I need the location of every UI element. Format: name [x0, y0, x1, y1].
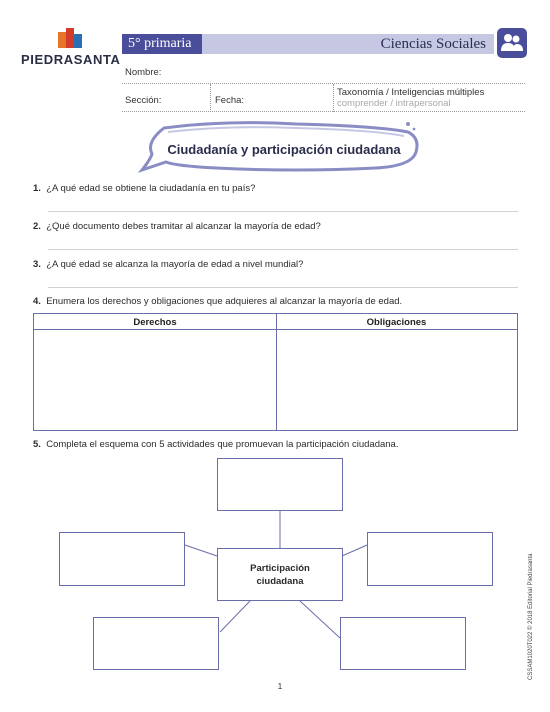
question-text: Enumera los derechos y obligaciones que adquieres al alcanzar la mayoría de edad.	[46, 296, 403, 307]
copyright-note: CSSAM1020T022 © 2018 Editorial Piedrasanta	[528, 553, 534, 680]
activity-box-right[interactable]	[367, 532, 493, 586]
center-label-line-2: ciudadana	[256, 576, 304, 587]
section-label: Sección:	[125, 95, 162, 106]
grade-label: 5° primaria	[122, 34, 202, 54]
question-text: Completa el esquema con 5 actividades que promuevan la participación ciudadana.	[46, 439, 399, 450]
center-label-line-1: Participación	[250, 563, 310, 574]
activity-box-top[interactable]	[217, 458, 343, 511]
brand-name: PIEDRASANTA	[21, 52, 121, 67]
activity-box-bottom-right[interactable]	[340, 617, 466, 670]
activity-box-bottom-left[interactable]	[93, 617, 219, 670]
page-number: 1	[277, 682, 283, 691]
question-number: 4.	[33, 296, 41, 307]
question-number: 2.	[33, 221, 41, 232]
table-header-obligations: Obligaciones	[366, 317, 427, 328]
question-text: ¿Qué documento debes tramitar al alcanzar la mayoría de edad?	[46, 221, 321, 232]
page-title: Ciudadanía y participación ciudadana	[167, 142, 401, 157]
question-text: ¿A qué edad se obtiene la ciudadanía en tu país?	[46, 183, 256, 194]
question-number: 3.	[33, 259, 41, 270]
question-text: ¿A qué edad se alcanza la mayoría de edad a nivel mundial?	[46, 259, 304, 270]
table-header-rights: Derechos	[133, 317, 177, 328]
question-number: 5.	[33, 439, 41, 450]
subject-label: Ciencias Sociales	[202, 34, 494, 54]
question-number: 1.	[33, 183, 41, 194]
center-box	[217, 548, 343, 601]
name-label: Nombre:	[125, 67, 162, 78]
taxonomy-subtitle: comprender / intrapersonal	[337, 98, 451, 109]
date-label: Fecha:	[215, 95, 245, 106]
activity-box-left[interactable]	[59, 532, 185, 586]
taxonomy-title: Taxonomía / Inteligencias múltiples	[337, 87, 485, 98]
